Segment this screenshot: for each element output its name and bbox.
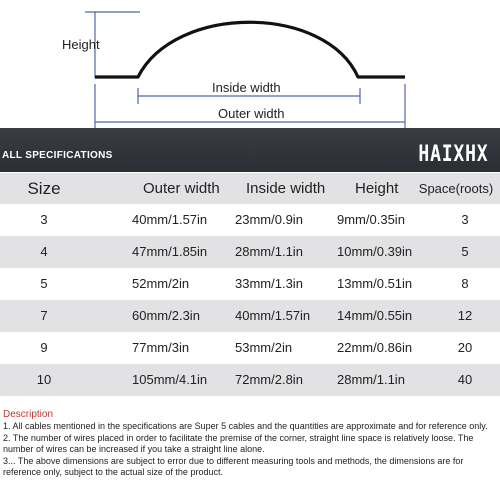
cell-inside-width: 28mm/1.1in	[235, 244, 303, 259]
cell-size: 4	[40, 244, 48, 259]
cell-inside-width: 40mm/1.57in	[235, 308, 311, 323]
cell-height: 14mm/0.55in	[337, 308, 413, 323]
cell-space: 12	[457, 308, 473, 323]
outer-width-label: Outer width	[218, 106, 285, 121]
height-label: Height	[62, 37, 100, 52]
table-row	[0, 236, 500, 268]
cell-size: 7	[40, 308, 48, 323]
cell-outer-width: 52mm/2in	[132, 276, 190, 291]
header-outer-width: Outer width	[143, 180, 220, 197]
inside-width-label: Inside width	[212, 80, 281, 95]
cell-size: 3	[40, 212, 48, 227]
description-section	[3, 409, 497, 479]
cell-height: 28mm/1.1in	[337, 372, 405, 387]
table-header-row	[0, 173, 500, 204]
table-row	[0, 364, 500, 396]
cell-size: 10	[36, 372, 52, 387]
cell-space: 20	[457, 340, 473, 355]
cell-size: 9	[40, 340, 48, 355]
cell-inside-width: 23mm/0.9in	[235, 212, 303, 227]
cell-inside-width: 53mm/2in	[235, 340, 293, 355]
cell-height: 22mm/0.86in	[337, 340, 413, 355]
header-inside-width: Inside width	[246, 180, 326, 197]
cable-cover-cross-section-diagram	[0, 0, 500, 128]
cover-profile-outline	[95, 22, 405, 77]
description-note-1: 1. All cables mentioned in the specifications are Super 5 cables and the quantities are approximate and for reference only.	[3, 421, 488, 431]
cell-outer-width: 77mm/3in	[132, 340, 190, 355]
description-note-3: 3... The above dimensions are subject to error due to different measuring tools and methods, the dimensions are for reference only, subject to the actual size of the product.	[3, 456, 464, 477]
banner-title: ALL SPECIFICATIONS	[2, 150, 113, 161]
table-row	[0, 300, 500, 332]
cell-inside-width: 33mm/1.3in	[235, 276, 303, 291]
header-space-roots: Space(roots)	[418, 181, 494, 196]
table-row	[0, 332, 500, 364]
cell-space: 40	[457, 372, 473, 387]
cell-height: 13mm/0.51in	[337, 276, 413, 291]
cell-outer-width: 60mm/2.3in	[132, 308, 200, 323]
cell-size: 5	[40, 276, 48, 291]
header-size: Size	[27, 179, 61, 198]
cell-height: 9mm/0.35in	[337, 212, 405, 227]
cell-outer-width: 47mm/1.85in	[132, 244, 208, 259]
table-row	[0, 268, 500, 300]
cell-space: 5	[461, 244, 469, 259]
cell-space: 3	[461, 212, 469, 227]
cell-outer-width: 105mm/4.1in	[132, 372, 208, 387]
description-note-2: 2. The number of wires placed in order to facilitate the premise of the corner, straight line space is relatively loose. The number of wires can be increased if you take a straight line alone.	[3, 433, 474, 454]
cell-height: 10mm/0.39in	[337, 244, 413, 259]
header-height: Height	[355, 180, 399, 197]
cell-inside-width: 72mm/2.8in	[235, 372, 303, 387]
specifications-table	[0, 173, 500, 396]
brand-logo: HAIXHX	[417, 142, 488, 167]
cell-outer-width: 40mm/1.57in	[132, 212, 208, 227]
description-title: Description	[3, 409, 54, 420]
cell-space: 8	[461, 276, 469, 291]
table-row	[0, 204, 500, 236]
